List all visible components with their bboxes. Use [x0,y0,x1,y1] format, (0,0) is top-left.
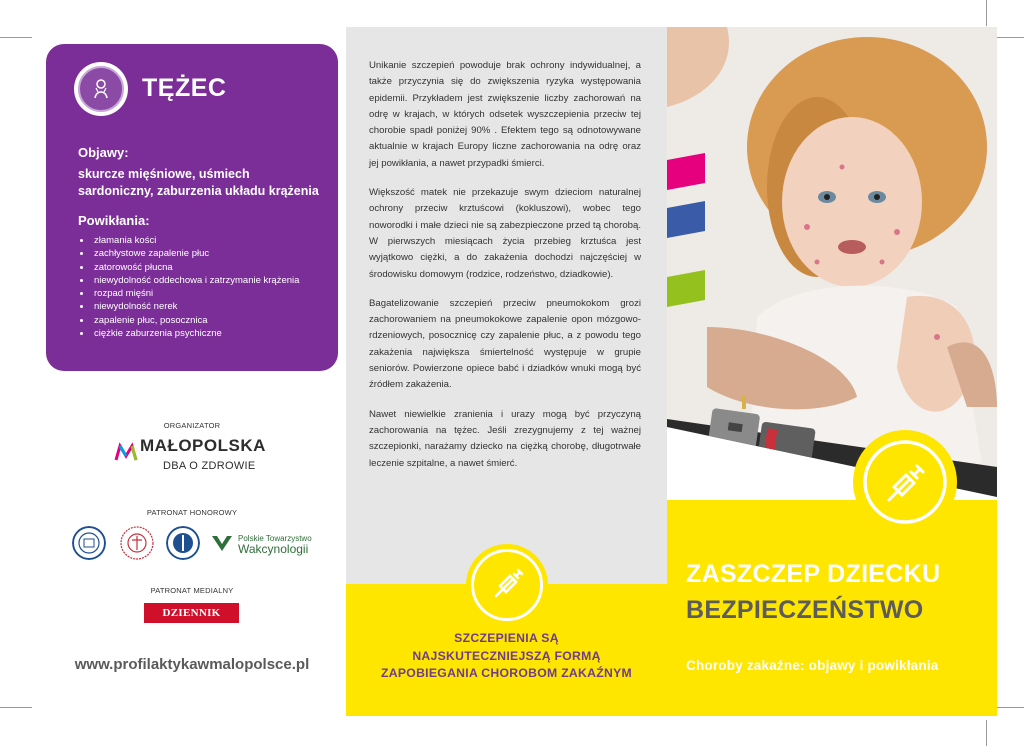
crop-mark [0,707,32,708]
seal-icon [166,526,200,560]
list-item: • zachłystowe zapalenie płuc [92,247,299,260]
paragraph: Unikanie szczepień powoduje brak ochrony indywidualnej, a także przyczynia się do zwiększenia ryzyka występowania epidemii. Przykładem jest zwiększenie liczby zachorowań na odrę w krajach, w których odsetek wyszczepienia przeciw tej chorobie spadł poniżej 90% . Efektem tego są odnotowywane aktualnie w krajach Europy liczne zachorowania na odrę oraz jej powikłania, a nawet przypadki śmierci. [369,60,641,169]
list-item: • rozpad mięśni [92,287,299,300]
paragraph: Nawet niewielkie zranienia i urazy mogą być przyczyną zachorowania na tężec. Jeśli zrezygnujemy z tej ważnej szczepionki, narażamy dziecko na ciężką chorobę, długotrwałe leczenie szpitalne, a nawet śmierć. [369,408,641,469]
complications-list [78,234,299,340]
child-icon [88,76,114,102]
organizer-logo-sub: DBA O ZDROWIE [163,460,256,472]
list-item: • zapalenie płuc, posocznica [92,314,299,327]
crop-mark [986,0,987,26]
media-label: PATRONAT MEDIALNY [150,586,234,595]
syringe-icon [487,565,527,605]
organizer-logo-name: MAŁOPOLSKA [140,436,266,455]
crop-mark [996,37,1024,38]
crop-mark [996,707,1024,708]
slogan-line: NAJSKUTECZNIEJSZĄ FORMĄ [412,648,601,663]
crop-mark [0,37,32,38]
slogan [356,630,657,683]
list-item: • niewydolność oddechowa i zatrzymanie krążenia [92,274,299,287]
syringe-badge [466,544,548,626]
society-name [238,534,312,554]
paragraph: Większość matek nie przekazuje swym dzieciom naturalnej ochrony przeciw krztuścowi (kokluszowi), wobec tego noworodki i małe dzieci nie są zabezpieczone przed tą chorobą. W pierwszych miesiącach życia przebieg krztuśca jest wyjątkowo ciężki, a do zakażenia dochodzi najczęściej w środowisku domowym (rodzice, rodzeństwo, dziadkowie). [369,187,641,280]
paragraph: Bagatelizowanie szczepień przeciw pneumokokom grozi zachorowaniem na pneumokokowe zapalenie opon mózgowo-rdzeniowych, posocznicę czy zapalenie płuc, a z powodu tego zakażenia największa śmiertelność występuje w grupie seniorów. Powierzone opiece babć i dziadków wnuki mogą być źródłem zakażenia. [369,297,641,391]
body-text [369,58,641,485]
list-item: • niewydolność nerek [92,300,299,313]
media-logo: DZIENNIK POLSKI [144,603,239,623]
cover-title-line1: ZASZCZEP DZIECKU [686,560,941,588]
disease-card [46,44,338,371]
honorary-label: PATRONAT HONOROWY [146,508,238,517]
slogan-line: SZCZEPIENIA SĄ [454,631,559,645]
list-item: • ciężkie zaburzenia psychiczne [92,327,299,340]
society-line1: Polskie Towarzystwo [238,534,312,543]
organizer-label: ORGANIZATOR [163,421,221,430]
crop-mark [986,720,987,746]
seal-icon [72,526,106,560]
cover-subtitle: Choroby zakaźne: objawy i powikłania [686,658,939,673]
list-item: • zatorowość płucna [92,261,299,274]
symptoms-text: skurcze mięśniowe, uśmiech sardoniczny, zaburzenia układu krążenia [78,167,319,198]
list-item: • złamania kości [92,234,299,247]
child-vaccination-photo [667,27,997,617]
seal-icon [120,526,154,560]
website-url: www.profilaktykawmalopolsce.pl [74,656,310,673]
society-line2: Wakcynologii [238,542,309,556]
disease-title: TĘŻEC [142,74,227,102]
cover-title-line2: BEZPIECZEŃSTWO [686,596,924,624]
slogan-line: ZAPOBIEGANIA CHOROBOM ZAKAŹNYM [381,666,632,680]
complications-heading: Powikłania: [78,213,150,228]
ptw-logo-icon [211,534,233,552]
disease-badge [74,62,128,116]
symptoms-heading: Objawy: [78,145,129,160]
